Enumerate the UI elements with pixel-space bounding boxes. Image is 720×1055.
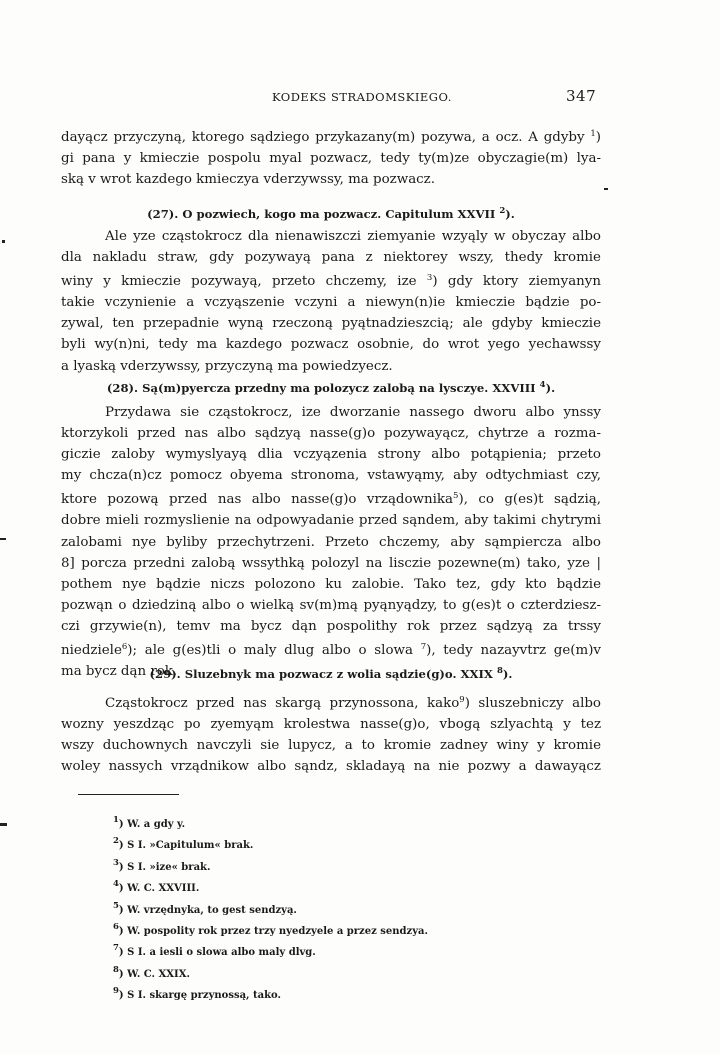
footnotes bbox=[113, 812, 428, 1005]
header-title: KODEKS STRADOMSKIEGO. bbox=[272, 90, 452, 104]
section-28-heading: (28). Są(m)pyercza przedny ma polozycz zalobą na lysczye. XXVIII $^4$). bbox=[106, 380, 556, 395]
section-28-paragraph: Przydawa sie cząstokrocz, ize dworzanie nassego dworu albo ynssy ktorzykoli przed nas albo sądzyą nasse(g)o pozywayącz, chytrze a rozma- giczie zaloby wymyslyayą dlia vczyązenia strony albo potąpienia; przeto my chcza(n)cz pomocz obyema stronoma, vstawyąmy, aby odtychmiast czy, ktore pozową przed nas albo nasse(g)o vrządownika$^5$), co g(es)t sądzią, dobre mieli rozmyslienie na odpowyadanie przed sąndem, aby takimi chytrymi zalobami nye byliby przechytrzeni. Przeto chczemy, aby sąmpiercza albo 8] porcza przedni zalobą wssythką polozyl na lisczie pozewne(m) tako, yze | pothem nye bądzie niczs polozono ku zalobie. Tako tez, gdy kto bądzie pozwąn o dziedziną albo o wielką sv(m)mą pyąnyądzy, to g(es)t o czterdziesz- czi grzywie(n), temv ma bycz dąn pospolithy rok przez sądzyą za trssy niedziele$^6$); ale g(es)tli o maly dlug albo o slowa $^7$), tedy nazayvtrz ge(m)v ma bycz dąn rok. bbox=[61, 405, 601, 680]
footnote: $^5$) W. vrzędnyka, to gest sendzyą. bbox=[113, 900, 297, 916]
footnote-rule bbox=[78, 794, 179, 795]
section-27-paragraph: Ale yze cząstokrocz dla nienawiszczi ziemyanie wzyąly w obyczay albo dla nakladu straw, gdy pozywayą pana z niektorey wszy, thedy kromie winy y kmieczie pozywayą, przeto chczemy, ize $^3$) gdy ktory ziemyanyn takie vczynienie a vczyąszenie vczyni a niewyn(n)ie kmieczie bądzie po- zywal, ten przepadnie wyną rzeczoną pyątnadzieszcią; ale gdyby kmieczie byli wy(n)ni, tedy ma kazdego pozwacz osobnie, do wrot yego yechawssy a lyaską vderzywssy, przyczyną ma powiedzyecz. bbox=[61, 229, 601, 374]
scan-mark bbox=[0, 823, 7, 826]
section-29-paragraph: Cząstokrocz przed nas skargą przynossona, kako$^9$) sluszebniczy albo wozny yeszdząc po zyemyąm krolestwa nasse(g)o, vbogą szlyachtą y tez wszy duchownych navczyli sie lupycz, a to kromie zadney winy y kromie woley nassych vrządnikow albo sąndz, skladayą na nie pozwy a dawayącz bbox=[61, 695, 601, 775]
footnote: $^6$) W. pospolity rok przez trzy nyedzyele a przez sendzya. bbox=[113, 922, 428, 938]
footnote: $^1$) W. a gdy y. bbox=[113, 815, 186, 830]
intro-paragraph: dayącz przyczyną, ktorego sądziego przykazany(m) pozywa, a ocz. A gdyby $^1$) gi pana y kmieczie pospolu myal pozwacz, tedy ty(m)ze obyczagie(m) lya- ską v wrot kazdego kmieczya vderzywssy, ma pozwacz. bbox=[61, 129, 601, 188]
page-number: 347 bbox=[566, 87, 597, 105]
section-29-heading: (29). Sluzebnyk ma pozwacz z wolia sądzie(g)o. XXIX $^8$). bbox=[149, 666, 513, 681]
footnote: $^7$) S I. a iesli o slowa albo maly dlvg. bbox=[113, 943, 316, 959]
section-27-heading: (27). O pozwiech, kogo ma pozwacz. Capitulum XXVII $^2$). bbox=[147, 206, 515, 221]
footnote: $^4$) W. C. XXVIII. bbox=[113, 879, 200, 895]
footnote: $^8$) W. C. XXIX. bbox=[113, 964, 190, 980]
footnote: $^9$) S I. skargę przynossą, tako. bbox=[113, 986, 282, 1002]
scan-mark bbox=[0, 538, 6, 540]
footnote: $^2$) S I. »Capitulum« brak. bbox=[113, 836, 254, 852]
footnote-ref: 1 bbox=[590, 129, 596, 139]
scan-mark bbox=[2, 240, 5, 243]
footnote: $^3$) S I. »ize« brak. bbox=[113, 857, 211, 873]
scan-mark bbox=[604, 188, 608, 190]
